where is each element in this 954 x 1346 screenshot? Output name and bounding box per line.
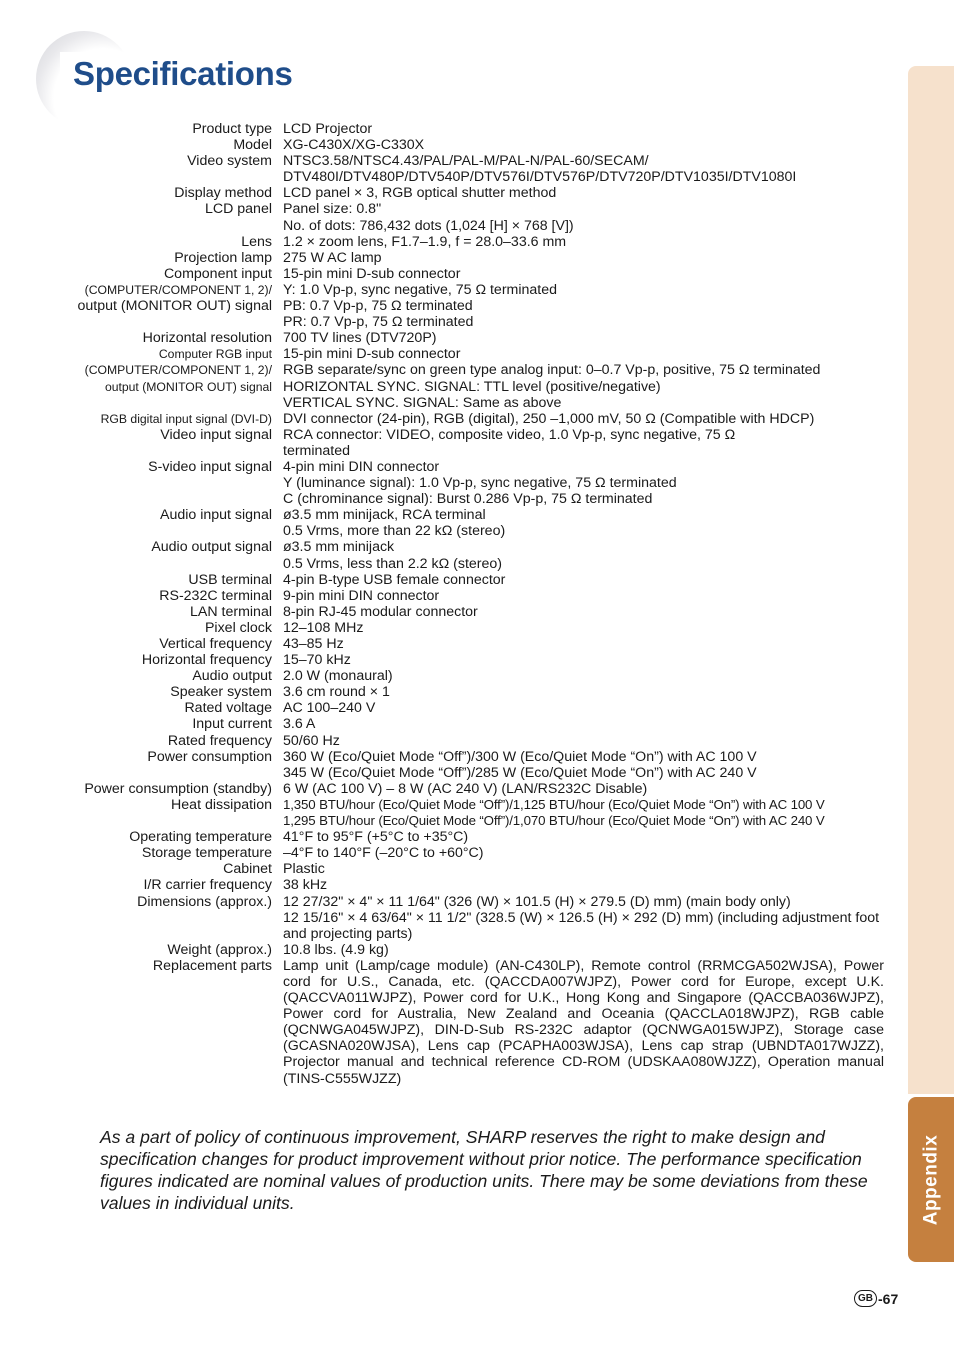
side-tab-spacer (908, 1265, 954, 1346)
spec-row (72, 539, 884, 571)
spec-label: Audio output (192, 668, 272, 685)
spec-value: 700 TV lines (DTV720P) (283, 330, 437, 347)
spec-row (72, 877, 884, 893)
spec-row (72, 362, 884, 378)
spec-value: 4-pin B-type USB female connector (283, 571, 506, 588)
spec-label: Audio input signal (159, 507, 272, 524)
spec-label: Lens (241, 233, 272, 250)
spec-value: HORIZONTAL SYNC. SIGNAL: TTL level (positive/negative) VERTICAL SYNC. SIGNAL: Same as above (283, 378, 661, 411)
spec-value: 50/60 Hz (283, 732, 340, 749)
page-number (854, 1290, 898, 1307)
spec-label: output (MONITOR OUT) signal (77, 298, 272, 315)
spec-row (72, 379, 884, 411)
spec-value: 15–70 kHz (283, 652, 351, 669)
spec-value: 10.8 lbs. (4.9 kg) (283, 941, 389, 958)
spec-row (72, 636, 884, 652)
spec-value: XG-C430X/XG-C330X (283, 137, 425, 154)
spec-label: Video input signal (160, 426, 272, 443)
spec-row (72, 282, 884, 298)
spec-row (72, 346, 884, 362)
spec-row (72, 330, 884, 346)
spec-value: Lamp unit (Lamp/cage module) (AN-C430LP), Remote control (RRMCGA502WJSA), Power cord for U.S., Canada, etc. (QACCDA007WJPZ), Power cord for Europe, except U.K. (QACCVA011WJPZ), Power cord for U.K., Hong Kong and Singapore (QACCBA036WJPZ), Power cord for Australia, New Zealand and Oceania (QACCLA018WJPZ), RGB cable (QCNWGA045WJPZ), DIN-D-Sub RS-232C adaptor (QCNWGA015WJPZ), Storage case (GCASNA020WJSA), Lens cap (PCAPHA003WJSA), Lens cap strap (UBNDTA017WJZZ), Projector manual and technical reference CD-ROM (UDSKAA080WJZZ), Operation manual (TINS-C555WJZZ) (283, 957, 884, 1087)
spec-row (72, 588, 884, 604)
spec-row (72, 749, 884, 781)
spec-row (72, 250, 884, 266)
spec-value: 15-pin mini D-sub connector (283, 265, 461, 282)
spec-row (72, 942, 884, 958)
spec-label: Weight (approx.) (167, 941, 272, 958)
spec-label: I/R carrier frequency (143, 877, 272, 894)
spec-value: 12 27/32" × 4" × 11 1/64" (326 (W) × 101.5 (H) × 279.5 (D) mm) (main body only) 12 15/16" × 4 63/64" × 11 1/2" (328.5 (W) × 126.5 (H) × 292 (D) mm) (including adjustment foot and projecting parts) (283, 893, 880, 942)
spec-value: PB: 0.7 Vp-p, 75 Ω terminated PR: 0.7 Vp-p, 75 Ω terminated (283, 298, 474, 331)
spec-value: DVI connector (24-pin), RGB (digital), 250 –1,000 mV, 50 Ω (Compatible with HDCP) (283, 410, 815, 427)
spec-row (72, 620, 884, 636)
spec-value: 1.2 × zoom lens, F1.7–1.9, f = 28.0–33.6 mm (283, 233, 567, 250)
spec-row (72, 266, 884, 282)
spec-value: 2.0 W (monaural) (283, 668, 393, 685)
spec-row (72, 121, 884, 137)
spec-value: –4°F to 140°F (–20°C to +60°C) (283, 845, 484, 862)
spec-value: 8-pin RJ-45 modular connector (283, 603, 478, 620)
spec-value: LCD Projector (283, 121, 373, 137)
spec-row (72, 427, 884, 459)
spec-label: Video system (187, 153, 272, 170)
spec-label: Speaker system (170, 684, 272, 701)
spec-value: 43–85 Hz (283, 636, 344, 652)
spec-label: Replacement parts (152, 957, 272, 974)
spec-value: 15-pin mini D-sub connector (283, 346, 461, 363)
spec-row (72, 507, 884, 539)
spec-value: 38 kHz (283, 877, 328, 894)
spec-label: Computer RGB input (158, 347, 272, 362)
spec-label: Power consumption (standby) (84, 780, 272, 797)
spec-label: output (MONITOR OUT) signal (104, 379, 272, 394)
spec-row (72, 829, 884, 845)
region-badge: GB (854, 1290, 877, 1307)
spec-value: LCD panel × 3, RGB optical shutter method (283, 185, 557, 202)
spec-value: Y: 1.0 Vp-p, sync negative, 75 Ω terminated (283, 281, 558, 298)
spec-label: Projection lamp (174, 249, 272, 266)
spec-label: Heat dissipation (171, 796, 272, 813)
spec-row (72, 234, 884, 250)
spec-label: Component input (163, 265, 272, 282)
spec-row (72, 861, 884, 877)
spec-value: 9-pin mini DIN connector (283, 587, 440, 604)
spec-label: Pixel clock (204, 619, 272, 636)
spec-value: 41°F to 95°F (+5°C to +35°C) (283, 829, 469, 846)
spec-value: 4-pin mini DIN connector Y (luminance signal): 1.0 Vp-p, sync negative, 75 Ω terminated C (chrominance signal): Burst 0.286 Vp-p, 75 Ω terminated (283, 458, 677, 508)
spec-label: Storage temperature (141, 845, 272, 862)
spec-row (72, 845, 884, 861)
spec-value: 275 W AC lamp (283, 249, 382, 266)
spec-label: Audio output signal (151, 539, 272, 556)
spec-row (72, 668, 884, 684)
spec-value: AC 100–240 V (283, 700, 376, 717)
spec-label: S-video input signal (148, 458, 272, 475)
spec-value: Panel size: 0.8" No. of dots: 786,432 dots (1,024 [H] × 768 [V]) (283, 201, 574, 234)
spec-label: Dimensions (approx.) (137, 893, 272, 910)
spec-row (72, 733, 884, 749)
spec-value: RGB separate/sync on green type analog input: 0–0.7 Vp-p, positive, 75 Ω terminated (283, 362, 821, 379)
spec-label: Product type (192, 121, 272, 137)
spec-row (72, 185, 884, 201)
spec-row (72, 153, 884, 185)
spec-row (72, 604, 884, 620)
spec-value: 1,350 BTU/hour (Eco/Quiet Mode “Off”)/1,125 BTU/hour (Eco/Quiet Mode “On”) with AC 100 V 1,295 BTU/hour (Eco/Quiet Mode “Off”)/1,070 BTU/hour (Eco/Quiet Mode “On”) with AC 240 V (283, 796, 825, 829)
spec-row (72, 572, 884, 588)
spec-label: Model (233, 137, 272, 154)
spec-label: Rated voltage (184, 700, 272, 717)
spec-label: LAN terminal (189, 603, 272, 620)
spec-label: Horizontal resolution (142, 330, 272, 347)
spec-value: 12–108 MHz (283, 619, 364, 636)
spec-row (72, 684, 884, 700)
spec-label: RS-232C terminal (159, 587, 272, 604)
spec-row (72, 781, 884, 797)
spec-value: 3.6 cm round × 1 (283, 684, 390, 701)
spec-label: Vertical frequency (159, 636, 272, 652)
spec-label: Display method (174, 185, 272, 202)
spec-value: 360 W (Eco/Quiet Mode “Off”)/300 W (Eco/Quiet Mode “On”) with AC 100 V 345 W (Eco/Quiet Mode “Off”)/285 W (Eco/Quiet Mode “On”) with AC 240 V (283, 748, 757, 781)
spec-row (72, 894, 884, 942)
spec-row (72, 298, 884, 330)
spec-row (72, 958, 884, 1087)
spec-label: RGB digital input signal (DVI-D) (100, 411, 272, 426)
side-tab-appendix[interactable] (908, 1097, 954, 1262)
spec-label: Cabinet (223, 861, 272, 878)
side-tab-label: Appendix (920, 1134, 941, 1225)
spec-row (72, 716, 884, 732)
spec-row (72, 137, 884, 153)
side-tab-background (908, 66, 954, 1094)
spec-row (72, 652, 884, 668)
spec-row (72, 797, 884, 829)
spec-value: 6 W (AC 100 V) – 8 W (AC 240 V) (LAN/RS232C Disable) (283, 780, 648, 797)
spec-row (72, 411, 884, 427)
spec-row (72, 459, 884, 507)
spec-label: (COMPUTER/COMPONENT 1, 2)/ (84, 282, 272, 297)
spec-label: USB terminal (188, 571, 272, 588)
spec-value: ø3.5 mm minijack 0.5 Vrms, less than 2.2 kΩ (stereo) (283, 539, 503, 572)
spec-label: Power consumption (147, 748, 272, 765)
spec-row (72, 201, 884, 233)
spec-value: ø3.5 mm minijack, RCA terminal 0.5 Vrms, more than 22 kΩ (stereo) (283, 507, 506, 540)
footer-note: As a part of policy of continuous improvement, SHARP reserves the right to make design and specification changes for product improvement without prior notice. The performance specification figures indicated are nominal values of production units. There may be some deviations from these values in individual units. (100, 1127, 868, 1213)
spec-value: 3.6 A (283, 716, 316, 733)
spec-label: Input current (192, 716, 272, 733)
spec-value: NTSC3.58/NTSC4.43/PAL/PAL-M/PAL-N/PAL-60/SECAM/ DTV480I/DTV480P/DTV540P/DTV576I/DTV576P/DTV720P/DTV1035I/DTV1080I (283, 153, 797, 186)
spec-label: (COMPUTER/COMPONENT 1, 2)/ (84, 363, 272, 378)
spec-label: LCD panel (204, 201, 272, 218)
spec-label: Horizontal frequency (141, 652, 272, 669)
spec-label: Rated frequency (167, 732, 272, 749)
spec-table (72, 121, 884, 1087)
page-number-value: -67 (878, 1290, 899, 1307)
spec-value: RCA connector: VIDEO, composite video, 1.0 Vp-p, sync negative, 75 Ω terminated (283, 426, 736, 459)
page-title: Specifications (73, 55, 293, 92)
spec-row (72, 700, 884, 716)
spec-label: Operating temperature (129, 829, 272, 846)
spec-value: Plastic (283, 861, 325, 878)
